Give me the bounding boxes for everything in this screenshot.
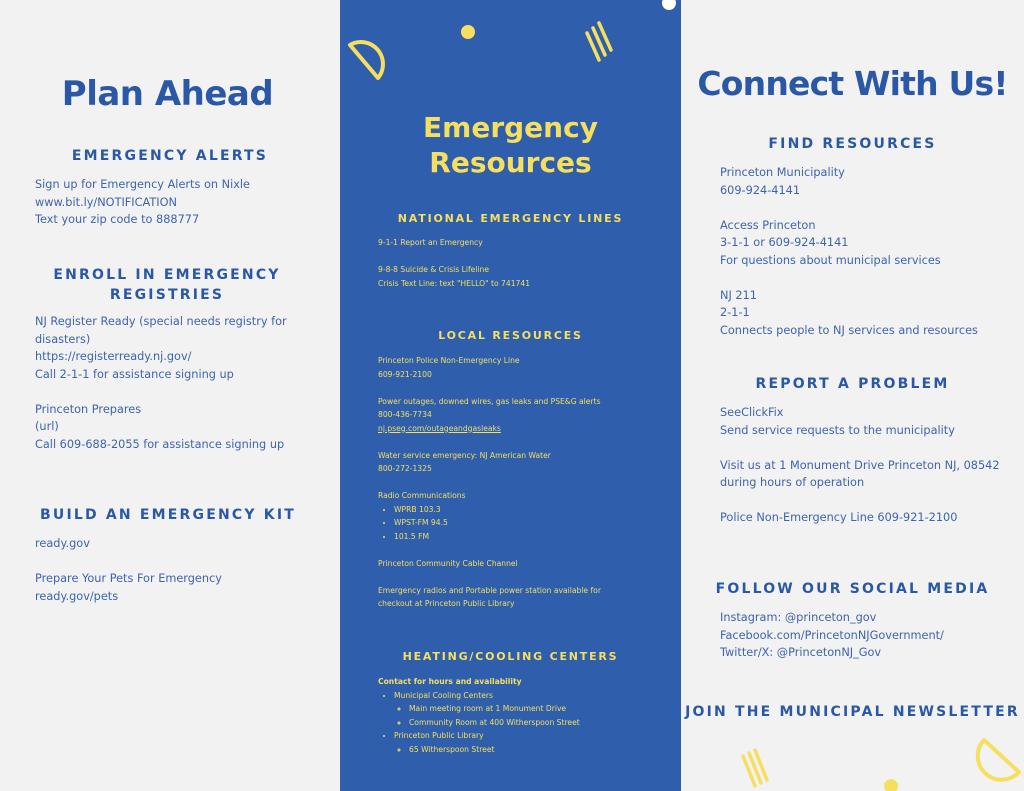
twitter-link[interactable]: Twitter/X: @PrincetonNJ_Gov bbox=[720, 646, 882, 659]
ready-gov-pets-link[interactable]: ready.gov/pets bbox=[35, 589, 119, 603]
social-media-heading: FOLLOW OUR SOCIAL MEDIA bbox=[715, 581, 990, 597]
report-problem-text: SeeClickFix Send service requests to the municipality Visit us at 1 Monument Drive Princeton NJ, 08542 during hours of operation Police Non-Emergency Line 609-921-2100 bbox=[720, 406, 1000, 524]
yellow-dot-shape bbox=[884, 779, 898, 791]
centers-list bbox=[378, 689, 580, 757]
emergency-alerts-heading: EMERGENCY ALERTS bbox=[71, 148, 269, 164]
pseg-outage-link[interactable]: nj.pseg.com/outageandgasleaks bbox=[378, 423, 501, 433]
plan-ahead-title: Plan Ahead bbox=[61, 74, 274, 114]
list-item: • WPRB 103.3 bbox=[394, 503, 601, 517]
left-panel bbox=[0, 0, 340, 791]
local-resources-heading: LOCAL RESOURCES bbox=[438, 329, 583, 342]
emergency-kit-text: ready.gov Prepare Your Pets For Emergency ready.gov/pets bbox=[35, 535, 222, 605]
decorative-shapes-bottom bbox=[681, 720, 1024, 791]
registries-text: NJ Register Ready (special needs registry for disasters) https://registerready.nj.gov/ Call 2-1-1 for assistance signing up Princeton Prepares (url) Call 609-688-2055 for assistance signing up bbox=[35, 315, 287, 451]
report-problem-heading: REPORT A PROBLEM bbox=[755, 376, 950, 392]
enroll-registries-heading: ENROLL IN EMERGENCY REGISTRIES bbox=[53, 267, 281, 303]
list-item: ◦ 65 Witherspoon Street bbox=[409, 743, 580, 757]
stripes-shape bbox=[743, 750, 767, 786]
social-media-text bbox=[720, 609, 944, 662]
national-lines-heading: NATIONAL EMERGENCY LINES bbox=[397, 212, 624, 225]
half-circle-shape bbox=[350, 42, 383, 78]
stripes-shape bbox=[587, 23, 611, 60]
local-resources-text: Princeton Police Non-Emergency Line 609-921-2100 Power outages, downed wires, gas leaks and PSE&G alerts 800-436-7734 nj.pseg.com/outageandgasleaks Water service emergency: NJ American Water 800-272-1325 Radio Communications • WPRB 103.3 • WPST-FM 94.5 • 101.5 FM Princeton Community Cable Channel Emergency radios and Portable power station available for checkout at Princeton Public Library bbox=[378, 354, 601, 611]
ready-gov-link[interactable]: ready.gov bbox=[35, 537, 90, 550]
national-lines-text: 9-1-1 Report an Emergency 9-8-8 Suicide & Crisis Lifeline Crisis Text Line: text "HELLO" to 741741 bbox=[378, 238, 531, 288]
emergency-alerts-text bbox=[35, 176, 250, 229]
nixle-link[interactable]: www.bit.ly/NOTIFICATION bbox=[35, 195, 177, 209]
centers-text: Contact for hours and availability • Municipal Cooling Centers ◦ Main meeting room at 1 Monument Drive ◦ Community Room at 400 Witherspoon Street • Princeton Public Library ◦ 65 Witherspoon Street bbox=[378, 675, 580, 756]
instagram-link[interactable]: Instagram: @princeton_gov bbox=[720, 611, 877, 624]
heating-cooling-heading: HEATING/COOLING CENTERS bbox=[402, 650, 619, 663]
right-panel bbox=[681, 0, 1024, 791]
facebook-link[interactable]: Facebook.com/PrincetonNJGovernment/ bbox=[720, 628, 944, 642]
yellow-dot-shape bbox=[461, 25, 475, 39]
half-circle-shape bbox=[978, 740, 1019, 780]
white-dot-shape bbox=[662, 0, 676, 10]
nixle-signup-line: Sign up for Emergency Alerts on Nixle bbox=[35, 178, 250, 191]
list-item: • Princeton Public Library ◦ 65 Witherspoon Street bbox=[394, 729, 580, 756]
emergency-kit-heading: BUILD AN EMERGENCY KIT bbox=[40, 507, 296, 523]
list-item: • Municipal Cooling Centers ◦ Main meeting room at 1 Monument Drive ◦ Community Room at 400 Witherspoon Street bbox=[394, 689, 580, 730]
connect-title: Connect With Us! bbox=[697, 64, 1008, 103]
newsletter-heading[interactable]: JOIN THE MUNICIPAL NEWSLETTER bbox=[685, 704, 1020, 720]
list-item: • 101.5 FM bbox=[394, 530, 601, 544]
list-item: • WPST-FM 94.5 bbox=[394, 516, 601, 530]
emergency-resources-title: Emergency Resources bbox=[423, 111, 598, 179]
list-item: ◦ Main meeting room at 1 Monument Drive bbox=[409, 702, 580, 716]
middle-panel bbox=[340, 0, 681, 791]
radio-stations-list bbox=[378, 503, 601, 544]
list-item: ◦ Community Room at 400 Witherspoon Street bbox=[409, 716, 580, 730]
zip-text-line: Text your zip code to 888777 bbox=[35, 213, 200, 226]
register-ready-link[interactable]: https://registerready.nj.gov/ bbox=[35, 350, 192, 363]
find-resources-heading: FIND RESOURCES bbox=[768, 136, 937, 152]
find-resources-text: Princeton Municipality 609-924-4141 Access Princeton 3-1-1 or 609-924-4141 For questions about municipal services NJ 211 2-1-1 Connects people to NJ services and resources bbox=[720, 166, 978, 337]
